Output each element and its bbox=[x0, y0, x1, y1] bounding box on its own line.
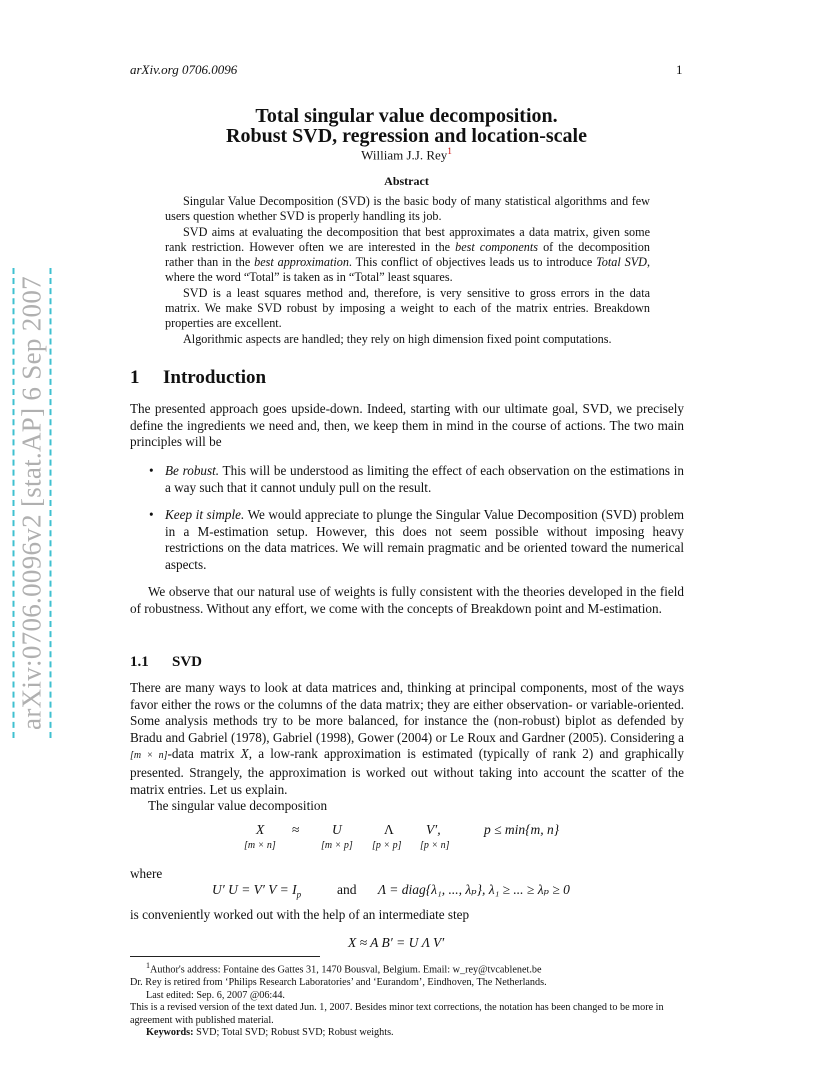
abstract-paragraph: SVD aims at evaluating the decomposition that best approximates a data matrix, given some rank restriction. However often we are interested in the best components of the decomposition rather than in the best approximation. This conflict of objectives leads us to introduce Total SVD, where the word “Total” is taken as in “Total” least squares. bbox=[165, 224, 650, 285]
footnote-link[interactable]: 1 bbox=[447, 146, 452, 156]
eq-dim-Lambda: [p × p] bbox=[372, 840, 402, 851]
footnote: $^1$Author's address: Fontaine des Gattes 31, 1470 Bousval, Belgium. Email: w_rey@tvcablenet.be bbox=[146, 961, 542, 976]
eq-Lambda: Λ bbox=[384, 822, 394, 837]
arxiv-watermark bbox=[14, 268, 50, 738]
eq-condition: p ≤ min{m, n} bbox=[484, 822, 560, 837]
abstract-paragraph: Singular Value Decomposition (SVD) is the basic body of many statistical algorithms and few users question whether SVD is properly handling its job. bbox=[165, 194, 650, 224]
eq-intermediate: X ≈ A B′ = U Λ V′ bbox=[348, 935, 445, 950]
author-name: William J.J. Rey bbox=[361, 147, 448, 163]
eq-Vt: V′, bbox=[426, 822, 441, 837]
intro-paragraph: The presented approach goes upside-down. Indeed, starting with our ultimate goal, SVD, we precisely define the ingredients we need and, then, we keep them in mind in the course of actions. The two main principles will be bbox=[130, 401, 684, 450]
section-title: Introduction bbox=[163, 367, 267, 388]
list-item: • Keep it simple. We would appreciate to plunge the Singular Value Decomposition (SVD) problem in a M-estimation setup. However, this does not seem possible without imposing heavy restrictions on the data matrices. We will remain pragmatic and be oriented toward the numerical aspects. bbox=[149, 507, 684, 573]
section-heading bbox=[130, 367, 266, 389]
paper-title-line-1: Total singular value decomposition. bbox=[255, 105, 558, 127]
keywords: Keywords: SVD; Total SVD; Robust SVD; Robust weights. bbox=[146, 1027, 394, 1039]
abstract-paragraph: SVD is a least squares method and, therefore, is very sensitive to gross errors in the data matrix. We make SVD robust by imposing a weight to each of the matrix entries. Breakdown properties are excellent. bbox=[165, 285, 650, 331]
footnote-rule bbox=[130, 956, 320, 957]
eq-X: X bbox=[256, 822, 265, 837]
eq-dim-U: [m × p] bbox=[321, 840, 353, 851]
where-text: where bbox=[130, 866, 163, 881]
abstract-body bbox=[165, 194, 650, 347]
subsection-title: SVD bbox=[172, 654, 203, 670]
running-header: arXiv.org 0706.0096 bbox=[130, 62, 238, 77]
eq-and: and bbox=[337, 882, 357, 897]
footnote: Dr. Rey is retired from ‘Philips Research Laboratories’ and ‘Eurandom’, Eindhoven, The Netherlands. bbox=[130, 976, 547, 988]
abstract-paragraph: Algorithmic aspects are handled; they rely on high dimension fixed point computations. bbox=[183, 331, 612, 346]
paper-title-line-2: Robust SVD, regression and location-scale bbox=[226, 125, 587, 147]
arxiv-watermark-text: arXiv:0706.0096v2 [stat.AP] 6 Sep 2007 bbox=[13, 268, 52, 738]
eq-approx: ≈ bbox=[292, 822, 300, 837]
paragraph: We observe that our natural use of weights is fully consistent with the theories developed in the field of robustness. Without any effort, we come with the concepts of Breakdown point and M-estimation. bbox=[130, 584, 684, 616]
eq-orthogonality: U′ U = V′ $V = I_p$ bbox=[212, 882, 302, 900]
subsection-heading bbox=[130, 654, 202, 671]
eq-diag: Λ = diag{λ₁, ..., λₚ}, λ₁ ≥ ... ≥ λₚ ≥ 0 bbox=[378, 882, 570, 897]
principles-list bbox=[149, 463, 684, 585]
subsection-number: 1.1 bbox=[130, 654, 149, 670]
abstract-heading: Abstract bbox=[384, 174, 429, 188]
eq-U: U bbox=[332, 822, 342, 837]
list-item: • Be robust. This will be understood as limiting the effect of each observation on the estimations in a way such that it cannot unduly pull on the result. bbox=[149, 463, 684, 496]
section-number: 1 bbox=[130, 367, 140, 388]
page-number: 1 bbox=[676, 62, 683, 77]
eq-dim-X: [m × n] bbox=[244, 840, 276, 851]
footnotes bbox=[130, 960, 684, 1040]
conveniently-text: is conveniently worked out with the help of an intermediate step bbox=[130, 907, 470, 922]
footnote: Last edited: Sep. 6, 2007 @06:44. bbox=[146, 989, 285, 1001]
author-line bbox=[130, 146, 683, 163]
footnote: This is a revised version of the text dated Jun. 1, 2007. Besides minor text corrections, the notation has been changed to be more in agreement with published material. bbox=[130, 1002, 664, 1026]
svd-paragraph: There are many ways to look at data matrices and, thinking at principal components, most of the ways favor either the rows or the columns of the data matrix; they are either observation- or variable-oriented. Some analysis methods try to be more balanced, for instance the (non-robust) biplot as defended by Bradu and Gabriel (1978), Gabriel (1998), Gower (2004) or Le Roux and Gardner (2005). Considering a [m × n]-data matrix X, a low-rank approximation is estimated (typically of rank 2) and graphically presented. Strangely, the approximation is worked out without taking into account the scatter of the matrix entries. Let us explain. The singular value decomposition bbox=[130, 680, 684, 814]
eq-dim-V: [p × n] bbox=[420, 840, 450, 851]
